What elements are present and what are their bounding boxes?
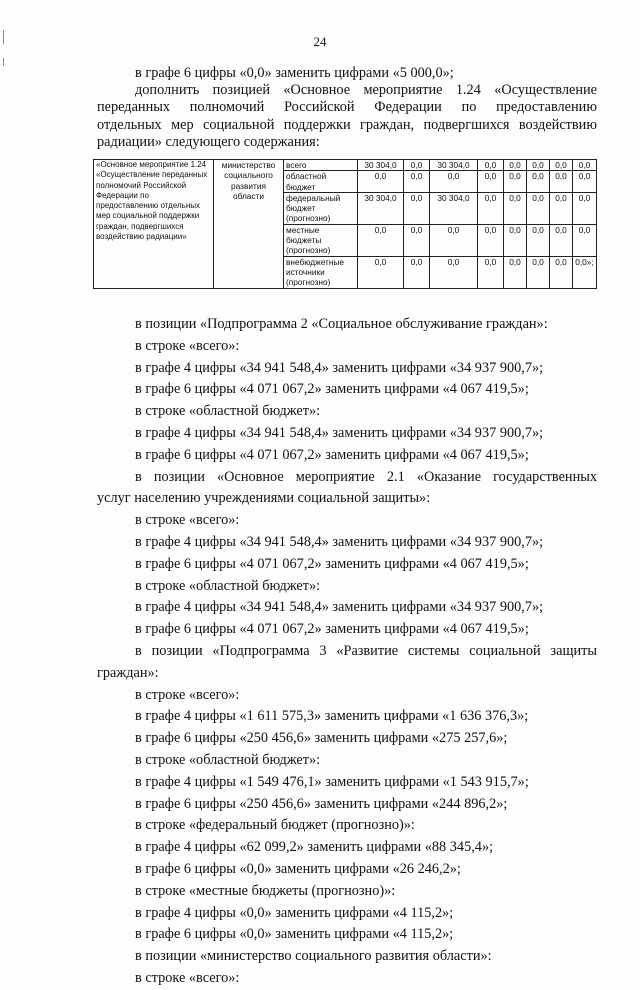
text-line: в графе 6 цифры «250 456,6» заменить цифрами «244 896,2»;	[135, 795, 508, 812]
value-cell: 0,0	[573, 192, 597, 224]
text-line: в строке «всего»:	[135, 969, 240, 986]
funding-table	[93, 159, 596, 289]
value-cell: 0,0	[358, 256, 404, 288]
value-cell: 0,0	[504, 256, 527, 288]
text-line: в графе 6 цифры «0,0» заменить цифрами «5 000,0»;	[135, 65, 454, 81]
value-cell: 0,0	[573, 224, 597, 256]
value-cell: 0,0	[404, 256, 430, 288]
text-line: переданных полномочий Российской Федерации по предоставлению	[97, 99, 597, 116]
text-line: в графе 6 цифры «4 071 067,2» заменить цифрами «4 067 419,5»;	[135, 381, 529, 398]
text-line: в позиции «министерство социального развития области»:	[135, 948, 492, 965]
value-cell: 30 304,0	[430, 192, 478, 224]
scan-edge-mark	[3, 58, 4, 66]
text-line: в графе 4 цифры «34 941 548,4» заменить цифрами «34 937 900,7»;	[135, 359, 544, 376]
table-row	[94, 160, 597, 171]
value-cell: 0,0	[404, 171, 430, 193]
value-cell: 0,0	[527, 256, 550, 288]
value-cell: 0,0	[478, 224, 504, 256]
value-cell: 0,0	[573, 171, 597, 193]
text-line: в строке «областной бюджет»:	[135, 403, 321, 420]
value-cell: 30 304,0	[358, 160, 404, 171]
text-line: услуг населению учреждениями социальной защиты»:	[97, 490, 431, 507]
value-cell: 0,0	[404, 192, 430, 224]
value-cell: 0,0	[550, 256, 573, 288]
text-line: в строке «федеральный бюджет (прогнозно)»:	[135, 817, 415, 834]
text-line: в строке «всего»:	[135, 512, 240, 529]
value-cell: 0,0	[550, 224, 573, 256]
value-cell: 0,0	[404, 160, 430, 171]
value-cell: 0,0	[478, 192, 504, 224]
text-line: в графе 4 цифры «0,0» заменить цифрами «4 115,2»;	[135, 904, 454, 921]
text-line: в графе 4 цифры «1 611 575,3» заменить цифрами «1 636 376,3»;	[135, 708, 529, 725]
value-cell: 0,0	[430, 224, 478, 256]
value-cell: 0,0	[430, 171, 478, 193]
amendments-block	[97, 314, 597, 990]
source-cell: местные бюджеты (прогнозно)	[284, 224, 358, 256]
value-cell: 0,0	[404, 224, 430, 256]
value-cell: 0,0	[504, 160, 527, 171]
text-line: в строке «всего»:	[135, 337, 240, 354]
value-cell: 0,0	[358, 171, 404, 193]
text-line: в позиции «Основное мероприятие 2.1 «Оказание государственных	[135, 468, 597, 485]
value-cell: 0,0	[527, 171, 550, 193]
value-cell: 0,0	[430, 256, 478, 288]
source-cell: федеральный бюджет (прогнозно)	[284, 192, 358, 224]
text-line: в графе 6 цифры «0,0» заменить цифрами «4 115,2»;	[135, 926, 454, 943]
text-line: в графе 4 цифры «62 099,2» заменить цифрами «88 345,4»;	[135, 839, 494, 856]
activity-cell: «Основное мероприятие 1.24 «Осуществление переданных полномочий Российской Федерации по предоставлению отдельных мер социальной поддержки граждан, подвергшихся воздействию радиации»	[94, 160, 214, 289]
text-line: в строке «всего»:	[135, 686, 240, 703]
text-line: в строке «местные бюджеты (прогнозно)»:	[135, 882, 396, 899]
page-number: 24	[313, 34, 327, 49]
text-line: дополнить позицией «Основное мероприятие 1.24 «Осуществление	[135, 82, 597, 99]
value-cell: 0,0	[573, 160, 597, 171]
value-cell: 0,0	[527, 224, 550, 256]
text-line: в позиции «Подпрограмма 3 «Развитие системы социальной защиты	[135, 642, 597, 659]
value-cell: 0,0	[478, 171, 504, 193]
text-line: в строке «областной бюджет»:	[135, 751, 321, 768]
value-cell: 30 304,0	[430, 160, 478, 171]
text-line: в графе 6 цифры «0,0» заменить цифрами «26 246,2»;	[135, 860, 461, 877]
value-cell: 0,0	[550, 160, 573, 171]
text-line: граждан»:	[97, 664, 159, 681]
text-line: отдельных мер социальной поддержки граждан, подвергшихся воздействию	[97, 116, 597, 133]
source-cell: областной бюджет	[284, 171, 358, 193]
value-cell: 0,0	[527, 192, 550, 224]
value-cell: 30 304,0	[358, 192, 404, 224]
value-cell: 0,0	[478, 256, 504, 288]
value-cell: 0,0	[358, 224, 404, 256]
text-line: в графе 6 цифры «250 456,6» заменить цифрами «275 257,6»;	[135, 730, 508, 747]
text-line: в графе 4 цифры «1 549 476,1» заменить цифрами «1 543 915,7»;	[135, 773, 529, 790]
text-line: в графе 6 цифры «4 071 067,2» заменить цифрами «4 067 419,5»;	[135, 621, 529, 638]
text-line: радиации» следующего содержания:	[97, 133, 320, 150]
text-line: в графе 6 цифры «4 071 067,2» заменить цифрами «4 067 419,5»;	[135, 446, 529, 463]
text-line: в графе 6 цифры «4 071 067,2» заменить цифрами «4 067 419,5»;	[135, 555, 529, 572]
value-cell: 0,0	[550, 171, 573, 193]
value-cell: 0,0	[504, 192, 527, 224]
value-cell: 0,0	[478, 160, 504, 171]
text-line: в графе 4 цифры «34 941 548,4» заменить цифрами «34 937 900,7»;	[135, 599, 544, 616]
text-line: в позиции «Подпрограмма 2 «Социальное обслуживание граждан»:	[135, 316, 548, 332]
source-cell: внебюджетные источники (прогнозно)	[284, 256, 358, 288]
value-cell: 0,0	[527, 160, 550, 171]
value-cell: 0,0»;	[573, 256, 597, 288]
text-line: в графе 4 цифры «34 941 548,4» заменить цифрами «34 937 900,7»;	[135, 424, 544, 441]
value-cell: 0,0	[504, 171, 527, 193]
source-cell: всего	[284, 160, 358, 171]
value-cell: 0,0	[504, 224, 527, 256]
text-line: в графе 4 цифры «34 941 548,4» заменить цифрами «34 937 900,7»;	[135, 533, 544, 550]
text-line: в строке «областной бюджет»:	[135, 577, 321, 594]
executor-cell: министерство социального развития области	[214, 160, 284, 289]
value-cell: 0,0	[550, 192, 573, 224]
intro-block	[97, 65, 597, 151]
